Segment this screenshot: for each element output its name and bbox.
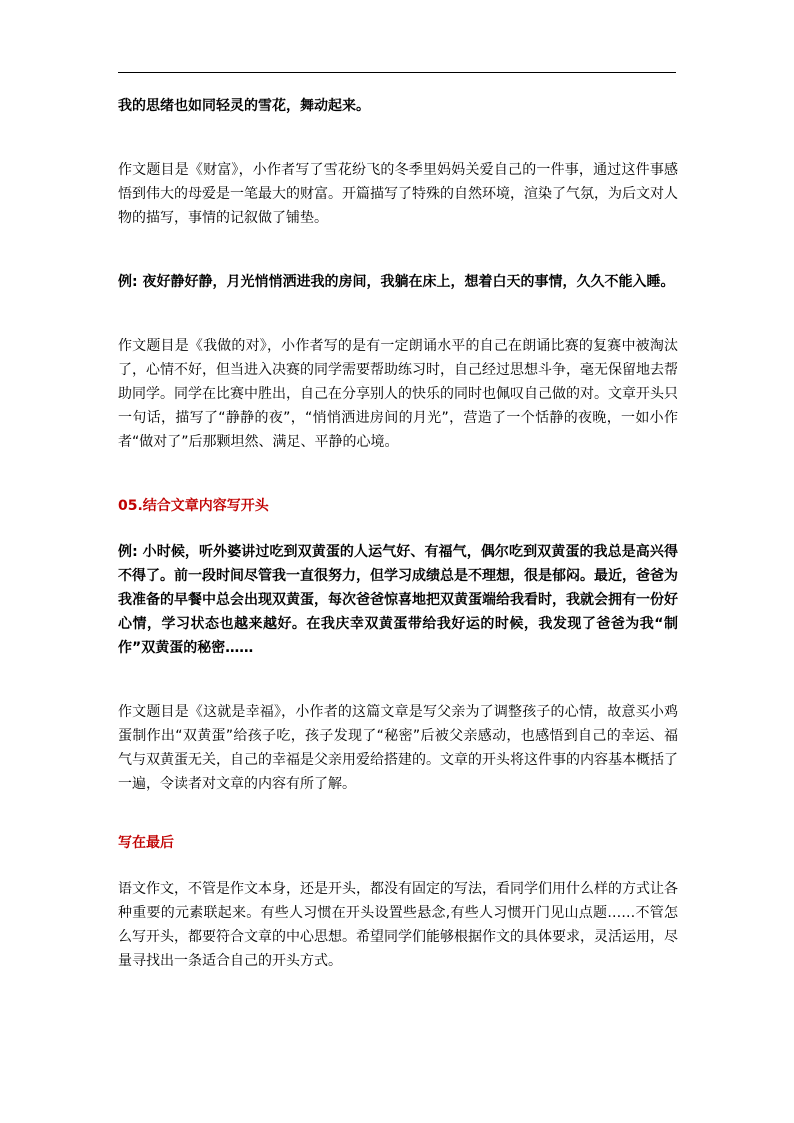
- header-divider: [118, 72, 676, 73]
- example-eggs-paragraph: 例: 小时候，听外婆讲过吃到双黄蛋的人运气好、有福气，偶尔吃到双黄蛋的我总是高兴得不得了。前一段时间尽管我一直很努力，但学习成绩总是不理想，很是郁闷。最近，爸爸为我准备的早餐中总会出现双黄蛋，每次爸爸惊喜地把双黄蛋端给我看时，我就会拥有一份好心情，学习状态也越来越好。在我庆幸双黄蛋带给我好运的时候，我发现了爸爸为我“制作”双黄蛋的秘密……: [118, 544, 678, 656]
- analysis-wealth-paragraph: 作文题目是《财富》，小作者写了雪花纷飞的冬季里妈妈关爱自己的一件事，通过这件事感悟到伟大的母爱是一笔最大的财富。开篇描写了特殊的自然环境，渲染了气氛，为后文对人物的描写，事情的记叙做了铺垫。: [118, 162, 678, 226]
- final-heading: 写在最后: [118, 835, 174, 851]
- document-body: [118, 94, 678, 973]
- spacer: [118, 118, 678, 158]
- spacer: [118, 855, 678, 877]
- spacer: [118, 518, 678, 540]
- spacer: [118, 454, 678, 494]
- section-05-heading: 05.结合文章内容写开头: [118, 498, 269, 514]
- spacer: [118, 660, 678, 700]
- closing-paragraph: 语文作文，不管是作文本身，还是开头，都没有固定的写法，看同学们用什么样的方式让各种重要的元素联起来。有些人习惯在开头设置些悬念,有些人习惯开门见山点题……不管怎么写开头，都要符合文章的中心思想。希望同学们能够根据作文的具体要求，灵活运用，尽量寻找出一条适合自己的开头方式。: [118, 881, 678, 969]
- spacer: [118, 796, 678, 831]
- analysis-happiness-paragraph: 作文题目是《这就是幸福》，小作者的这篇文章是写父亲为了调整孩子的心情，故意买小鸡蛋制作出“双黄蛋”给孩子吃，孩子发现了“秘密”后被父亲感动，也感悟到自己的幸运、福气与双黄蛋无关，自己的幸福是父亲用爱给搭建的。文章的开头将这件事的内容基本概括了一遍，令读者对文章的内容有所了解。: [118, 704, 678, 792]
- intro-line: 我的思绪也如同轻灵的雪花，舞动起来。: [118, 98, 370, 114]
- spacer: [118, 294, 678, 334]
- spacer: [118, 230, 678, 270]
- example-night-paragraph: 例: 夜好静好静，月光悄悄洒进我的房间，我躺在床上，想着白天的事情，久久不能入睡。: [118, 274, 675, 290]
- analysis-right-paragraph: 作文题目是《我做的对》，小作者写的是有一定朗诵水平的自己在朗诵比赛的复赛中被淘汰了，心情不好，但当进入决赛的同学需要帮助练习时，自己经过思想斗争，毫无保留地去帮助同学。同学在比赛中胜出，自己在分享别人的快乐的同时也佩叹自己做的对。文章开头只一句话，描写了“静静的夜”，“悄悄洒进房间的月光”，营造了一个恬静的夜晚，一如小作者“做对了”后那颗坦然、满足、平静的心境。: [118, 338, 678, 450]
